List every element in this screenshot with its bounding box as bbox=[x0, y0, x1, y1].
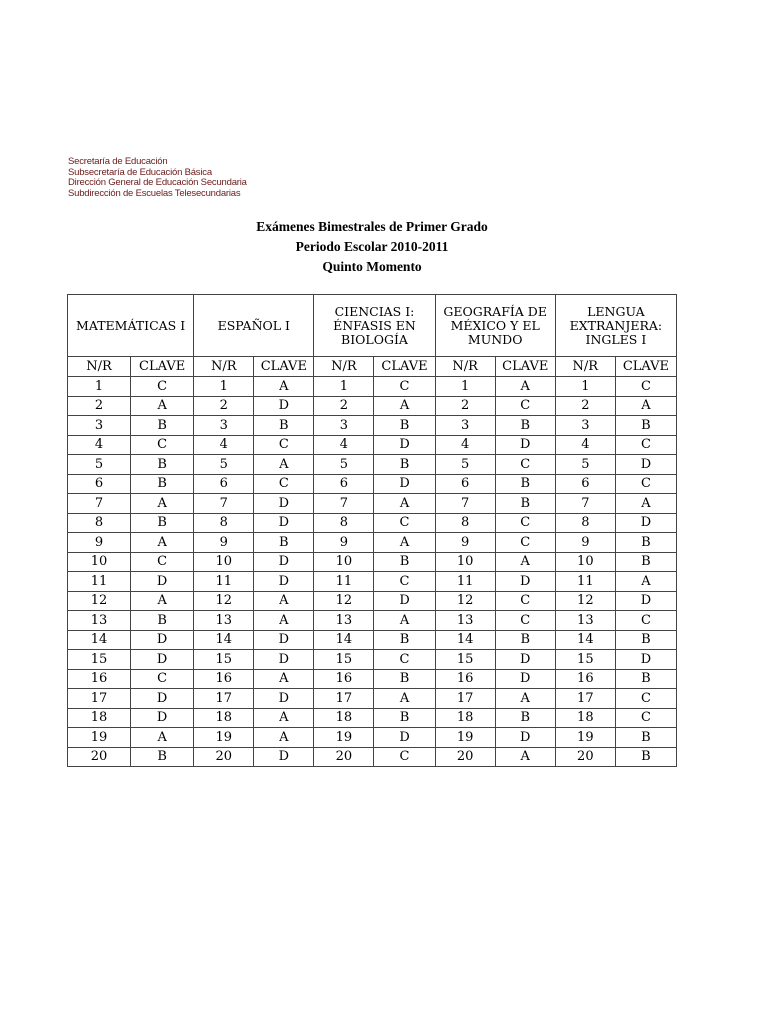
question-number-cell: 3 bbox=[555, 416, 615, 436]
title-exam: Exámenes Bimestrales de Primer Grado bbox=[256, 219, 488, 234]
question-number-cell: 1 bbox=[194, 377, 254, 397]
document-titles bbox=[0, 217, 744, 277]
answer-key-cell: D bbox=[615, 650, 676, 670]
answer-key-cell: C bbox=[495, 513, 555, 533]
question-number-cell: 7 bbox=[435, 494, 495, 514]
question-number-cell: 20 bbox=[194, 747, 254, 767]
answer-key-cell: B bbox=[131, 513, 194, 533]
answer-key-cell: A bbox=[495, 377, 555, 397]
question-number-cell: 17 bbox=[435, 689, 495, 709]
question-number-cell: 7 bbox=[555, 494, 615, 514]
question-number-cell: 1 bbox=[68, 377, 131, 397]
question-number-cell: 1 bbox=[314, 377, 374, 397]
table-row bbox=[68, 611, 677, 631]
column-header-nr: N/R bbox=[68, 357, 131, 377]
answer-key-cell: C bbox=[495, 611, 555, 631]
answer-key-cell: B bbox=[374, 416, 435, 436]
answer-key-cell: A bbox=[131, 591, 194, 611]
answer-key-cell: B bbox=[615, 630, 676, 650]
question-number-cell: 14 bbox=[314, 630, 374, 650]
table-row bbox=[68, 572, 677, 592]
table-row bbox=[68, 396, 677, 416]
column-header-nr: N/R bbox=[314, 357, 374, 377]
answer-key-cell: D bbox=[495, 669, 555, 689]
answer-key-cell: C bbox=[131, 552, 194, 572]
question-number-cell: 18 bbox=[194, 708, 254, 728]
title-moment: Quinto Momento bbox=[322, 259, 422, 274]
question-number-cell: 9 bbox=[194, 533, 254, 553]
answer-key-cell: D bbox=[615, 513, 676, 533]
answer-key-cell: A bbox=[254, 591, 314, 611]
column-header-row bbox=[68, 357, 677, 377]
question-number-cell: 10 bbox=[194, 552, 254, 572]
question-number-cell: 15 bbox=[435, 650, 495, 670]
table-row bbox=[68, 494, 677, 514]
question-number-cell: 18 bbox=[68, 708, 131, 728]
column-header-clave: CLAVE bbox=[615, 357, 676, 377]
question-number-cell: 7 bbox=[314, 494, 374, 514]
question-number-cell: 19 bbox=[194, 728, 254, 748]
question-number-cell: 16 bbox=[314, 669, 374, 689]
question-number-cell: 8 bbox=[314, 513, 374, 533]
answer-key-cell: B bbox=[615, 533, 676, 553]
answer-key-cell: A bbox=[131, 494, 194, 514]
question-number-cell: 8 bbox=[68, 513, 131, 533]
question-number-cell: 17 bbox=[555, 689, 615, 709]
column-header-nr: N/R bbox=[435, 357, 495, 377]
table-row bbox=[68, 533, 677, 553]
question-number-cell: 10 bbox=[435, 552, 495, 572]
question-number-cell: 13 bbox=[194, 611, 254, 631]
question-number-cell: 5 bbox=[435, 455, 495, 475]
answer-key-cell: D bbox=[254, 513, 314, 533]
answer-key-cell: A bbox=[374, 611, 435, 631]
table-row bbox=[68, 689, 677, 709]
answer-key-cell: A bbox=[615, 494, 676, 514]
question-number-cell: 6 bbox=[555, 474, 615, 494]
answer-key-cell: D bbox=[495, 650, 555, 670]
question-number-cell: 15 bbox=[555, 650, 615, 670]
question-number-cell: 14 bbox=[194, 630, 254, 650]
answer-key-cell: B bbox=[254, 416, 314, 436]
table-row bbox=[68, 377, 677, 397]
table-row bbox=[68, 474, 677, 494]
table-row bbox=[68, 455, 677, 475]
answer-key-cell: C bbox=[495, 396, 555, 416]
column-header-clave: CLAVE bbox=[374, 357, 435, 377]
question-number-cell: 4 bbox=[194, 435, 254, 455]
question-number-cell: 3 bbox=[314, 416, 374, 436]
answer-key-cell: D bbox=[131, 689, 194, 709]
question-number-cell: 4 bbox=[314, 435, 374, 455]
question-number-cell: 4 bbox=[555, 435, 615, 455]
question-number-cell: 7 bbox=[68, 494, 131, 514]
question-number-cell: 14 bbox=[555, 630, 615, 650]
answer-key-cell: B bbox=[615, 669, 676, 689]
question-number-cell: 11 bbox=[68, 572, 131, 592]
answer-key-cell: A bbox=[374, 533, 435, 553]
answer-key-cell: C bbox=[131, 377, 194, 397]
question-number-cell: 10 bbox=[555, 552, 615, 572]
question-number-cell: 8 bbox=[194, 513, 254, 533]
table-row bbox=[68, 513, 677, 533]
answer-key-cell: B bbox=[615, 728, 676, 748]
answer-key-cell: D bbox=[374, 435, 435, 455]
answer-key-cell: B bbox=[374, 669, 435, 689]
answer-key-cell: D bbox=[254, 650, 314, 670]
answer-key-cell: D bbox=[131, 708, 194, 728]
answer-key-cell: A bbox=[495, 552, 555, 572]
answer-key-cell: B bbox=[495, 416, 555, 436]
subject-header-row bbox=[68, 295, 677, 357]
subject-header: LENGUA EXTRANJERA: INGLES I bbox=[555, 295, 676, 357]
answer-key-cell: D bbox=[254, 572, 314, 592]
question-number-cell: 13 bbox=[68, 611, 131, 631]
table-row bbox=[68, 591, 677, 611]
table-row bbox=[68, 747, 677, 767]
question-number-cell: 19 bbox=[555, 728, 615, 748]
header-line: Subsecretaría de Educación Básica bbox=[68, 166, 212, 178]
answer-key-cell: A bbox=[374, 689, 435, 709]
subject-header: GEOGRAFÍA DE MÉXICO Y EL MUNDO bbox=[435, 295, 555, 357]
question-number-cell: 5 bbox=[68, 455, 131, 475]
answer-key-cell: B bbox=[374, 630, 435, 650]
answer-key-cell: D bbox=[254, 396, 314, 416]
answer-key-cell: B bbox=[374, 552, 435, 572]
question-number-cell: 10 bbox=[68, 552, 131, 572]
table-row bbox=[68, 728, 677, 748]
question-number-cell: 4 bbox=[435, 435, 495, 455]
answer-key-cell: B bbox=[495, 630, 555, 650]
column-header-clave: CLAVE bbox=[254, 357, 314, 377]
question-number-cell: 17 bbox=[68, 689, 131, 709]
question-number-cell: 3 bbox=[194, 416, 254, 436]
answer-key-cell: C bbox=[495, 455, 555, 475]
subject-header: ESPAÑOL I bbox=[194, 295, 314, 357]
answer-key-cell: B bbox=[615, 416, 676, 436]
question-number-cell: 6 bbox=[194, 474, 254, 494]
answer-key-cell: B bbox=[495, 474, 555, 494]
answer-key-cell: A bbox=[254, 611, 314, 631]
answer-key-cell: B bbox=[495, 708, 555, 728]
question-number-cell: 17 bbox=[314, 689, 374, 709]
answer-key-cell: B bbox=[131, 455, 194, 475]
answer-key-cell: C bbox=[495, 591, 555, 611]
question-number-cell: 5 bbox=[314, 455, 374, 475]
answer-key-cell: A bbox=[131, 533, 194, 553]
table-row bbox=[68, 552, 677, 572]
table-row bbox=[68, 669, 677, 689]
question-number-cell: 18 bbox=[314, 708, 374, 728]
question-number-cell: 19 bbox=[435, 728, 495, 748]
answer-key-cell: A bbox=[615, 572, 676, 592]
column-header-nr: N/R bbox=[194, 357, 254, 377]
question-number-cell: 18 bbox=[435, 708, 495, 728]
answer-key-cell: A bbox=[374, 396, 435, 416]
answer-key-cell: C bbox=[374, 747, 435, 767]
answer-key-cell: C bbox=[374, 572, 435, 592]
subject-header: CIENCIAS I: ÉNFASIS EN BIOLOGÍA bbox=[314, 295, 435, 357]
answer-key-table bbox=[67, 294, 677, 767]
answer-key-cell: D bbox=[374, 728, 435, 748]
answer-key-cell: D bbox=[254, 630, 314, 650]
answer-key-cell: D bbox=[615, 455, 676, 475]
title-period: Periodo Escolar 2010-2011 bbox=[295, 239, 449, 254]
question-number-cell: 2 bbox=[435, 396, 495, 416]
question-number-cell: 16 bbox=[555, 669, 615, 689]
answer-key-cell: D bbox=[374, 474, 435, 494]
answer-key-cell: C bbox=[615, 611, 676, 631]
answer-key-cell: D bbox=[374, 591, 435, 611]
question-number-cell: 19 bbox=[314, 728, 374, 748]
answer-key-cell: A bbox=[495, 747, 555, 767]
header-line: Subdirección de Escuelas Telesecundarias bbox=[68, 187, 241, 199]
answer-key-cell: D bbox=[254, 747, 314, 767]
question-number-cell: 13 bbox=[314, 611, 374, 631]
answer-key-cell: A bbox=[374, 494, 435, 514]
question-number-cell: 12 bbox=[555, 591, 615, 611]
question-number-cell: 9 bbox=[68, 533, 131, 553]
question-number-cell: 8 bbox=[435, 513, 495, 533]
subject-header: MATEMÁTICAS I bbox=[68, 295, 194, 357]
answer-key-cell: C bbox=[495, 533, 555, 553]
answer-key-cell: B bbox=[495, 494, 555, 514]
header-line: Secretaría de Educación bbox=[68, 156, 168, 167]
question-number-cell: 6 bbox=[314, 474, 374, 494]
question-number-cell: 3 bbox=[68, 416, 131, 436]
question-number-cell: 15 bbox=[194, 650, 254, 670]
answer-key-cell: B bbox=[254, 533, 314, 553]
question-number-cell: 7 bbox=[194, 494, 254, 514]
answer-key-cell: A bbox=[131, 396, 194, 416]
answer-key-cell: C bbox=[615, 474, 676, 494]
answer-key-cell: C bbox=[615, 377, 676, 397]
answer-key-cell: D bbox=[131, 650, 194, 670]
answer-key-cell: A bbox=[254, 377, 314, 397]
question-number-cell: 2 bbox=[555, 396, 615, 416]
answer-key-cell: D bbox=[254, 552, 314, 572]
table-row bbox=[68, 435, 677, 455]
question-number-cell: 13 bbox=[555, 611, 615, 631]
answer-key-cell: A bbox=[615, 396, 676, 416]
answer-key-cell: B bbox=[615, 747, 676, 767]
question-number-cell: 12 bbox=[435, 591, 495, 611]
answer-key-cell: A bbox=[254, 708, 314, 728]
answer-key-cell: C bbox=[254, 435, 314, 455]
answer-key-cell: D bbox=[495, 572, 555, 592]
answer-key-cell: B bbox=[374, 708, 435, 728]
answer-key-cell: B bbox=[131, 474, 194, 494]
question-number-cell: 8 bbox=[555, 513, 615, 533]
answer-key-cell: D bbox=[495, 435, 555, 455]
question-number-cell: 16 bbox=[68, 669, 131, 689]
answer-key-cell: B bbox=[374, 455, 435, 475]
question-number-cell: 10 bbox=[314, 552, 374, 572]
answer-key-cell: D bbox=[615, 591, 676, 611]
question-number-cell: 12 bbox=[68, 591, 131, 611]
answer-key-cell: D bbox=[131, 630, 194, 650]
question-number-cell: 2 bbox=[68, 396, 131, 416]
question-number-cell: 17 bbox=[194, 689, 254, 709]
question-number-cell: 5 bbox=[555, 455, 615, 475]
question-number-cell: 11 bbox=[435, 572, 495, 592]
answer-key-cell: C bbox=[374, 513, 435, 533]
answer-key-cell: C bbox=[254, 474, 314, 494]
answer-key-cell: C bbox=[374, 377, 435, 397]
answer-key-cell: A bbox=[254, 728, 314, 748]
question-number-cell: 20 bbox=[314, 747, 374, 767]
question-number-cell: 12 bbox=[314, 591, 374, 611]
answer-key-cell: C bbox=[374, 650, 435, 670]
question-number-cell: 3 bbox=[435, 416, 495, 436]
answer-key-cell: B bbox=[131, 416, 194, 436]
answer-key-cell: A bbox=[495, 689, 555, 709]
question-number-cell: 9 bbox=[314, 533, 374, 553]
question-number-cell: 20 bbox=[555, 747, 615, 767]
answer-key-cell: C bbox=[615, 708, 676, 728]
answer-key-cell: B bbox=[615, 552, 676, 572]
question-number-cell: 20 bbox=[435, 747, 495, 767]
column-header-clave: CLAVE bbox=[495, 357, 555, 377]
question-number-cell: 11 bbox=[194, 572, 254, 592]
answer-key-cell: D bbox=[254, 689, 314, 709]
table-row bbox=[68, 708, 677, 728]
question-number-cell: 16 bbox=[194, 669, 254, 689]
answer-key-cell: C bbox=[615, 689, 676, 709]
answer-key-cell: A bbox=[131, 728, 194, 748]
answer-key-cell: C bbox=[131, 669, 194, 689]
question-number-cell: 1 bbox=[555, 377, 615, 397]
question-number-cell: 15 bbox=[68, 650, 131, 670]
header-line: Dirección General de Educación Secundaria bbox=[68, 177, 247, 188]
answer-key-cell: A bbox=[254, 455, 314, 475]
question-number-cell: 1 bbox=[435, 377, 495, 397]
answer-key-cell: C bbox=[131, 435, 194, 455]
answer-key-cell: D bbox=[254, 494, 314, 514]
question-number-cell: 20 bbox=[68, 747, 131, 767]
column-header-clave: CLAVE bbox=[131, 357, 194, 377]
institution-header bbox=[68, 157, 247, 199]
question-number-cell: 9 bbox=[555, 533, 615, 553]
answer-key-cell: D bbox=[495, 728, 555, 748]
answer-key-cell: B bbox=[131, 611, 194, 631]
question-number-cell: 9 bbox=[435, 533, 495, 553]
column-header-nr: N/R bbox=[555, 357, 615, 377]
question-number-cell: 6 bbox=[435, 474, 495, 494]
question-number-cell: 15 bbox=[314, 650, 374, 670]
question-number-cell: 18 bbox=[555, 708, 615, 728]
question-number-cell: 11 bbox=[314, 572, 374, 592]
question-number-cell: 13 bbox=[435, 611, 495, 631]
table-row bbox=[68, 630, 677, 650]
question-number-cell: 6 bbox=[68, 474, 131, 494]
question-number-cell: 14 bbox=[435, 630, 495, 650]
answer-rows bbox=[68, 377, 677, 767]
answer-key-cell: B bbox=[131, 747, 194, 767]
question-number-cell: 19 bbox=[68, 728, 131, 748]
answer-key-cell: C bbox=[615, 435, 676, 455]
question-number-cell: 5 bbox=[194, 455, 254, 475]
answer-key-cell: D bbox=[131, 572, 194, 592]
question-number-cell: 14 bbox=[68, 630, 131, 650]
question-number-cell: 2 bbox=[194, 396, 254, 416]
question-number-cell: 11 bbox=[555, 572, 615, 592]
table-row bbox=[68, 650, 677, 670]
question-number-cell: 16 bbox=[435, 669, 495, 689]
answer-key-cell: A bbox=[254, 669, 314, 689]
table-row bbox=[68, 416, 677, 436]
question-number-cell: 4 bbox=[68, 435, 131, 455]
question-number-cell: 2 bbox=[314, 396, 374, 416]
question-number-cell: 12 bbox=[194, 591, 254, 611]
